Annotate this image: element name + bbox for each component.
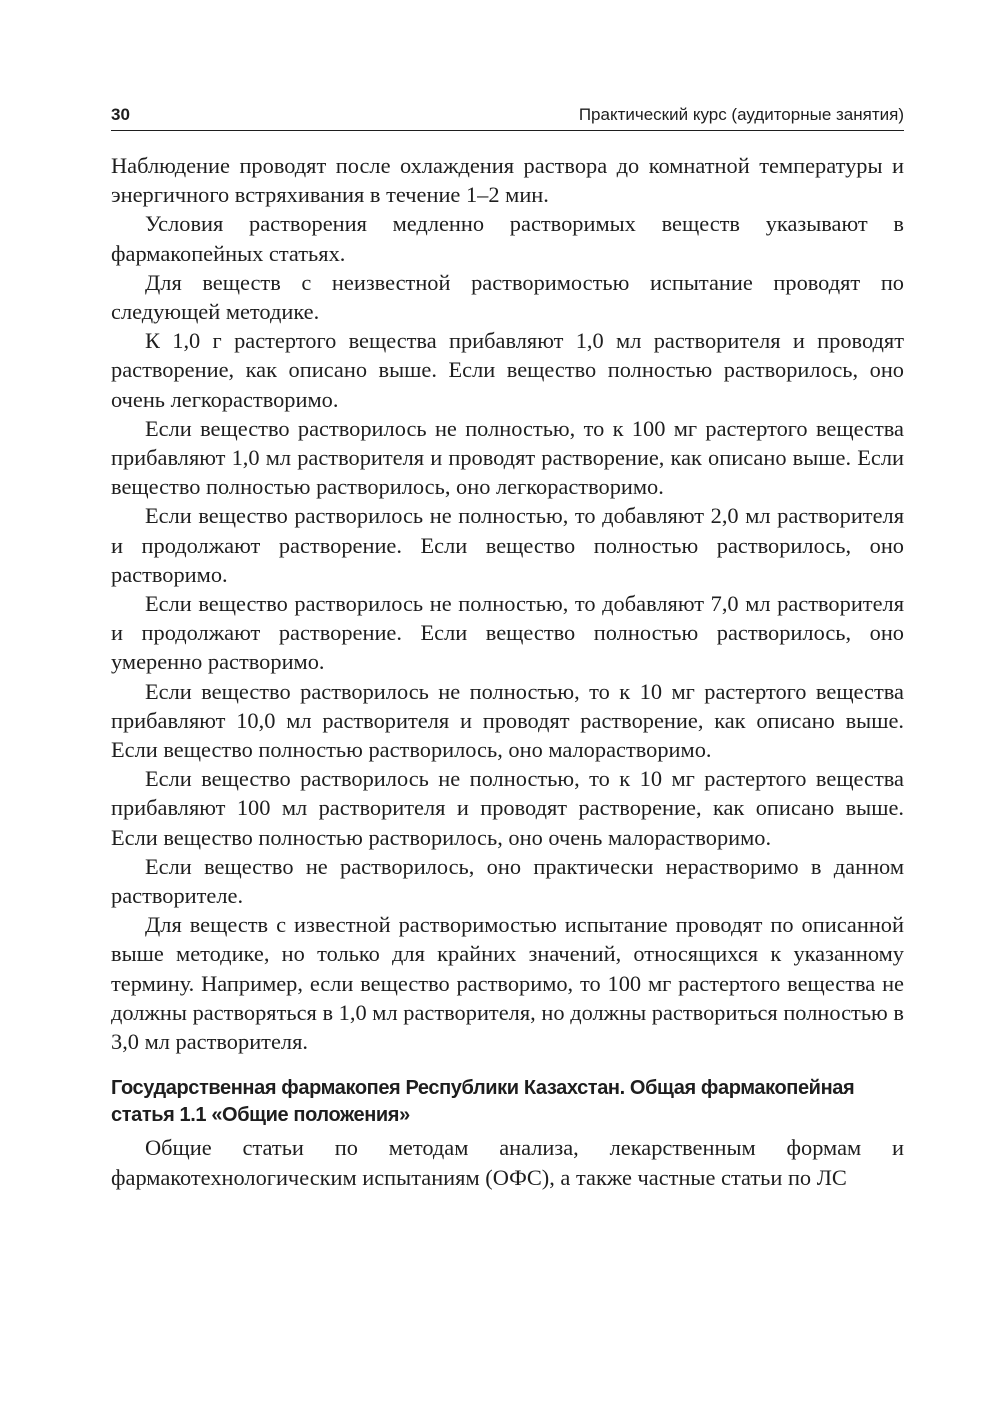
paragraph: Условия растворения медленно растворимых веществ указывают в фармакопейных статьях. [111, 211, 904, 266]
paragraph: Если вещество растворилось не полностью, то к 10 мг растертого вещества прибавляют 10,0 мл растворителя и проводят растворение, как описано выше. Если вещество полностью растворилось, оно малорастворимо. [111, 678, 904, 763]
page-body [111, 151, 904, 1192]
paragraph: Если вещество растворилось не полностью, то добавляют 2,0 мл растворителя и продолжают растворение. Если вещество полностью растворилось, оно растворимо. [111, 503, 904, 587]
paragraph: Если вещество растворилось не полностью, то добавляют 7,0 мл растворителя и продолжают растворение. Если вещество полностью растворилось, оно умеренно растворимо. [111, 591, 904, 675]
paragraph: Если вещество не растворилось, оно практически нерастворимо в данном растворителе. [111, 853, 904, 909]
running-header [111, 102, 904, 131]
paragraph: Для веществ с известной растворимостью испытание проводят по описанной выше методике, но только для крайних значений, относящихся к указанному термину. Например, если вещество растворимо, то 100 мг растертого вещества не должны растворяться в 1,0 мл растворителя, но должны раствориться полностью в 3,0 мл растворителя. [111, 912, 904, 1055]
paragraph: Для веществ с неизвестной растворимостью испытание проводят по следующей методике. [111, 269, 904, 325]
paragraph-continued: Наблюдение проводят после охлаждения раствора до комнатной температуры и энергичного встряхивания в течение 1–2 мин. [111, 153, 904, 208]
section-paragraph: Общие статьи по методам анализа, лекарственным формам и фармакотехнологическим испытаниям (ОФС), а также частные статьи по ЛС [111, 1135, 904, 1190]
paragraph: Если вещество растворилось не полностью, то к 100 мг растертого вещества прибавляют 1,0 мл растворителя и проводят растворение, как описано выше. Если вещество полностью растворилось, оно легкорастворимо. [111, 415, 904, 500]
paragraph: Если вещество растворилось не полностью, то к 10 мг растертого вещества прибавляют 100 мл растворителя и проводят растворение, как описано выше. Если вещество полностью растворилось, оно очень малорастворимо. [111, 766, 904, 850]
section-heading: Государственная фармакопея Республики Казахстан. Общая фармакопейная статья 1.1 «Общие положения» [111, 1077, 855, 1127]
page-number: 30 [111, 105, 130, 124]
paragraph: К 1,0 г растертого вещества прибавляют 1,0 мл растворителя и проводят растворение, как описано выше. Если вещество полностью растворилось, оно очень легкорастворимо. [111, 328, 904, 412]
running-title: Практический курс (аудиторные занятия) [578, 105, 904, 124]
